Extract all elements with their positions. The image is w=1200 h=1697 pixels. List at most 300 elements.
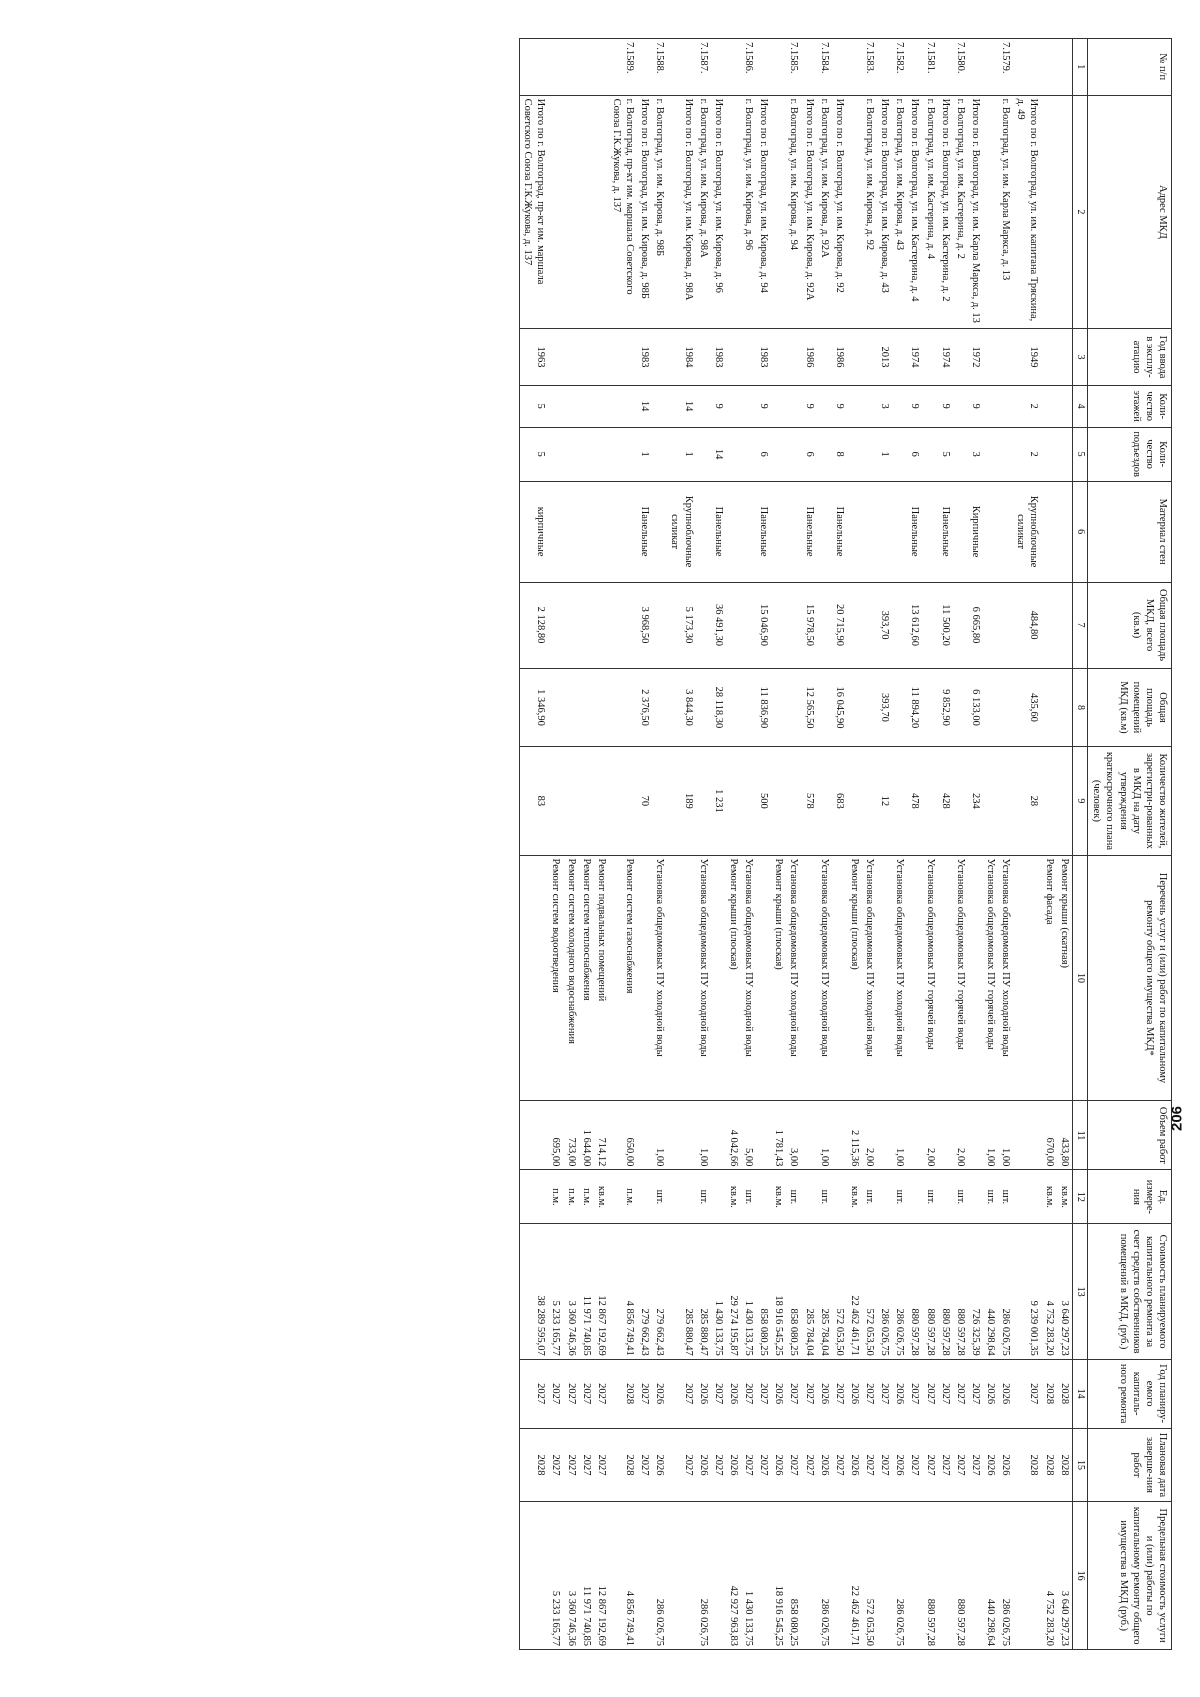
table-cell: г. Волгоград, ул. им. Кирова, д. 92	[862, 95, 877, 329]
table-row	[594, 39, 609, 1650]
table-cell	[817, 582, 832, 668]
table-cell: 2026	[892, 1428, 907, 1502]
table-cell: 650,00	[609, 1101, 637, 1170]
column-header: Общая площадь МКД, всего (кв.м)	[1088, 582, 1172, 668]
table-cell	[756, 39, 771, 96]
table-cell	[862, 668, 877, 747]
table-cell: 1 781,43	[771, 1101, 786, 1170]
table-cell: п.м.	[609, 1170, 637, 1224]
total-row	[968, 39, 983, 1650]
table-cell: 2027	[832, 1359, 847, 1428]
table-cell	[711, 1502, 726, 1650]
table-cell: 279 662,43	[652, 1224, 667, 1359]
table-cell: шт.	[892, 1170, 907, 1224]
table-cell: 5	[938, 427, 953, 481]
table-cell: Итого по г. Волгоград, ул. им. Кирова, д. 94	[756, 95, 771, 329]
table-cell: 1 231	[711, 747, 726, 855]
table-cell	[877, 39, 892, 96]
table-cell: 42 927 963,83	[726, 1502, 741, 1650]
table-cell: 2027	[786, 1359, 801, 1428]
table-cell: Итого по г. Волгоград, ул. им. Кирова, д. 92А	[802, 95, 817, 329]
column-header: Материал стен	[1088, 481, 1172, 582]
table-cell	[609, 481, 637, 582]
table-cell: кв.м.	[771, 1170, 786, 1224]
table-cell: шт.	[862, 1170, 877, 1224]
total-row	[637, 39, 652, 1650]
table-cell	[907, 855, 922, 1101]
table-cell	[786, 668, 801, 747]
column-number: 16	[1072, 1502, 1088, 1650]
table-cell: 2027	[877, 1359, 892, 1428]
table-cell: Ремонт крыши (плоская)	[726, 855, 741, 1101]
table-cell	[968, 1502, 983, 1650]
table-cell: 2026	[771, 1428, 786, 1502]
table-cell: кв.м.	[726, 1170, 741, 1224]
table-cell: Итого по г. Волгоград, пр-кт им. маршала Советского Союза Г.К.Жукова, д. 137	[520, 95, 549, 329]
table-cell: 1984	[667, 329, 695, 386]
table-cell: 1963	[520, 329, 549, 386]
table-cell	[594, 95, 609, 329]
table-cell: 5 233 165,77	[548, 1224, 563, 1359]
table-cell: 3	[968, 427, 983, 481]
table-cell: 5	[520, 385, 549, 427]
total-row	[802, 39, 817, 1650]
table-cell: 11 894,20	[907, 668, 922, 747]
table-row	[923, 39, 938, 1650]
table-cell: 2027	[923, 1359, 938, 1428]
table-cell: 9	[711, 385, 726, 427]
table-cell: Установка общедомовых ПУ холодной воды	[892, 855, 907, 1101]
table-cell: Итого по г. Волгоград, ул. им. Кастерина, д. 4	[907, 95, 922, 329]
table-cell: 1 644,00	[579, 1101, 594, 1170]
table-row	[998, 39, 1013, 1650]
table-cell	[862, 385, 877, 427]
table-cell: Крупноблочные силикат	[1013, 481, 1041, 582]
column-header: Перечень услуг и (или) работ по капитальному ремонту общего имущества МКД*	[1088, 855, 1172, 1101]
column-header: Адрес МКД	[1088, 95, 1172, 329]
table-cell: 9 852,90	[938, 668, 953, 747]
table-cell	[1057, 582, 1073, 668]
table-cell	[938, 39, 953, 96]
table-cell: 286 026,75	[998, 1224, 1013, 1359]
table-cell	[1042, 747, 1057, 855]
table-cell	[652, 481, 667, 582]
table-cell	[771, 329, 786, 386]
table-cell	[594, 481, 609, 582]
table-cell: 2027	[667, 1428, 695, 1502]
table-cell: 12 565,50	[802, 668, 817, 747]
table-cell	[726, 481, 741, 582]
column-header: Год планиру-емого капиталь-ного ремонта	[1088, 1359, 1172, 1428]
table-cell	[892, 668, 907, 747]
table-cell	[817, 481, 832, 582]
table-cell	[652, 668, 667, 747]
column-header: Год ввода в эксплу-атацию	[1088, 329, 1172, 386]
table-cell: шт.	[786, 1170, 801, 1224]
table-cell: 9	[907, 385, 922, 427]
table-cell	[756, 1170, 771, 1224]
table-cell	[907, 1101, 922, 1170]
table-cell: 14	[637, 385, 652, 427]
table-cell: 2027	[579, 1428, 594, 1502]
table-cell: 279 662,43	[637, 1224, 652, 1359]
table-cell	[968, 1101, 983, 1170]
table-cell	[520, 1502, 549, 1650]
table-cell	[1042, 95, 1057, 329]
table-cell: 11 971 740,85	[579, 1224, 594, 1359]
table-cell	[741, 582, 756, 668]
table-cell: 2027	[862, 1428, 877, 1502]
table-cell	[711, 1170, 726, 1224]
table-cell	[711, 1101, 726, 1170]
table-cell: 14	[667, 385, 695, 427]
table-cell: г. Волгоград, ул. им. Кирова, д. 98А	[696, 95, 711, 329]
table-cell	[1057, 668, 1073, 747]
table-cell	[953, 668, 968, 747]
table-cell: 4 752 283,20	[1042, 1224, 1057, 1359]
table-cell: 2027	[741, 1428, 756, 1502]
column-header: Количество жителей, зарегистри-рованных в МКД на дату утверждения краткосрочного плана (человек)	[1088, 747, 1172, 855]
table-cell	[741, 668, 756, 747]
table-cell: 4 752 283,20	[1042, 1502, 1057, 1650]
table-cell: 1,00	[983, 1101, 998, 1170]
table-cell: 7.1584.	[817, 39, 832, 96]
table-cell	[786, 385, 801, 427]
table-cell: 2028	[609, 1428, 637, 1502]
table-cell: 2027	[548, 1428, 563, 1502]
table-cell	[726, 385, 741, 427]
table-cell: Ремонт систем водоотведения	[548, 855, 563, 1101]
table-cell	[548, 582, 563, 668]
table-cell: 2 128,80	[520, 582, 549, 668]
column-header: Предельная стоимость услуги и (или) работы по капитальному ремонту общего имущества в МКД (руб.)	[1088, 1502, 1172, 1650]
total-row	[832, 39, 847, 1650]
table-cell: Итого по г. Волгоград, ул. им. капитана Тряскина, д. 49	[1013, 95, 1041, 329]
table-cell	[726, 427, 741, 481]
table-cell	[847, 582, 862, 668]
table-cell: Ремонт крыши (скатная)	[1057, 855, 1073, 1101]
table-cell	[564, 481, 579, 582]
table-cell	[594, 668, 609, 747]
table-cell	[609, 668, 637, 747]
table-cell	[968, 39, 983, 96]
table-cell: 2027	[907, 1428, 922, 1502]
table-cell	[953, 427, 968, 481]
table-cell	[756, 855, 771, 1101]
table-cell	[564, 668, 579, 747]
table-cell	[579, 481, 594, 582]
column-number: 3	[1072, 329, 1088, 386]
table-cell: 880 597,28	[907, 1224, 922, 1359]
table-cell	[953, 582, 968, 668]
table-cell	[609, 427, 637, 481]
table-cell: кв.м.	[847, 1170, 862, 1224]
table-cell: 435,60	[1013, 668, 1041, 747]
table-cell: 3	[877, 385, 892, 427]
table-cell: 38 289 595,07	[520, 1224, 549, 1359]
table-cell: 6	[907, 427, 922, 481]
total-row	[711, 39, 726, 1650]
table-cell: 1	[667, 427, 695, 481]
table-cell: 880 597,28	[923, 1224, 938, 1359]
table-cell	[998, 385, 1013, 427]
table-cell	[983, 427, 998, 481]
table-cell	[520, 1170, 549, 1224]
table-cell: 2026	[652, 1359, 667, 1428]
table-cell	[726, 329, 741, 386]
table-cell: 234	[968, 747, 983, 855]
table-cell: 733,00	[564, 1101, 579, 1170]
table-cell: Панельные	[802, 481, 817, 582]
table-cell	[667, 1101, 695, 1170]
table-cell: 3 968,50	[637, 582, 652, 668]
column-number: 12	[1072, 1170, 1088, 1224]
table-cell	[923, 668, 938, 747]
total-row	[756, 39, 771, 1650]
table-cell: 2027	[923, 1428, 938, 1502]
table-cell: 858 080,25	[786, 1224, 801, 1359]
table-cell	[892, 385, 907, 427]
table-cell	[998, 481, 1013, 582]
table-cell: 2027	[667, 1359, 695, 1428]
table-cell: 2026	[726, 1428, 741, 1502]
column-number: 11	[1072, 1101, 1088, 1170]
table-cell: 2026	[696, 1428, 711, 1502]
table-row	[579, 39, 594, 1650]
table-cell	[862, 747, 877, 855]
table-cell: 2027	[756, 1359, 771, 1428]
table-cell	[786, 427, 801, 481]
table-cell	[1013, 855, 1041, 1101]
table-cell: 393,70	[877, 668, 892, 747]
table-cell	[786, 481, 801, 582]
table-cell: Кирпичные	[968, 481, 983, 582]
table-cell	[817, 747, 832, 855]
table-cell	[847, 481, 862, 582]
table-cell: 2027	[877, 1428, 892, 1502]
table-cell	[877, 1101, 892, 1170]
column-number: 15	[1072, 1428, 1088, 1502]
table-cell	[726, 747, 741, 855]
table-cell: Ремонт подвальных помещений	[594, 855, 609, 1101]
table-cell	[564, 39, 579, 96]
table-cell: Панельные	[938, 481, 953, 582]
table-cell: 7.1587.	[696, 39, 711, 96]
table-cell: 683	[832, 747, 847, 855]
table-cell	[847, 385, 862, 427]
table-cell: 18 916 545,25	[771, 1224, 786, 1359]
table-cell: 2026	[771, 1359, 786, 1428]
table-cell	[1042, 385, 1057, 427]
table-cell: 2027	[907, 1359, 922, 1428]
table-cell	[802, 1502, 817, 1650]
table-cell	[667, 1502, 695, 1650]
table-cell	[1057, 329, 1073, 386]
table-cell	[968, 1170, 983, 1224]
table-cell: Панельные	[711, 481, 726, 582]
table-cell	[579, 668, 594, 747]
table-cell: п.м.	[564, 1170, 579, 1224]
table-cell	[862, 329, 877, 386]
table-cell	[847, 329, 862, 386]
table-cell: 6	[802, 427, 817, 481]
table-cell: Итого по г. Волгоград, ул. им. Карла Маркса, д. 13	[968, 95, 983, 329]
table-cell: 484,80	[1013, 582, 1041, 668]
table-cell: 1974	[907, 329, 922, 386]
table-cell	[802, 1170, 817, 1224]
table-cell	[892, 747, 907, 855]
table-cell: Установка общедомовых ПУ холодной воды	[817, 855, 832, 1101]
table-cell: 3 640 297,23	[1057, 1224, 1073, 1359]
table-cell: 5 233 165,77	[548, 1502, 563, 1650]
header-row	[1088, 39, 1172, 1650]
table-cell	[609, 582, 637, 668]
table-cell	[923, 329, 938, 386]
table-cell	[786, 582, 801, 668]
table-cell: 478	[907, 747, 922, 855]
table-cell: 286 026,75	[652, 1502, 667, 1650]
table-cell	[652, 385, 667, 427]
table-cell	[696, 329, 711, 386]
table-cell: 2027	[756, 1428, 771, 1502]
table-cell: Итого по г. Волгоград, ул. им. Кирова, д. 92	[832, 95, 847, 329]
table-cell: Итого по г. Волгоград, ул. им. Кирова, д. 43	[877, 95, 892, 329]
table-cell: 3 360 746,36	[564, 1224, 579, 1359]
table-cell: кв.м.	[594, 1170, 609, 1224]
table-cell	[637, 1170, 652, 1224]
table-cell: 2026	[998, 1359, 1013, 1428]
column-number: 7	[1072, 582, 1088, 668]
column-header: Общая площадь помещений МКД (кв.м)	[1088, 668, 1172, 747]
table-cell: 2027	[1013, 1359, 1041, 1428]
table-cell: 11 971 740,85	[579, 1502, 594, 1650]
table-cell: 4 856 749,41	[609, 1502, 637, 1650]
table-cell: 2027	[938, 1359, 953, 1428]
table-cell: г. Волгоград, ул. им. Кирова, д. 94	[786, 95, 801, 329]
table-cell: 2,00	[923, 1101, 938, 1170]
table-cell: 286 026,75	[696, 1502, 711, 1650]
table-cell	[741, 427, 756, 481]
table-cell: 7.1585.	[786, 39, 801, 96]
table-cell	[756, 1101, 771, 1170]
table-cell	[802, 855, 817, 1101]
table-cell: 285 784,04	[817, 1224, 832, 1359]
table-cell	[953, 385, 968, 427]
table-cell: 29 274 195,87	[726, 1224, 741, 1359]
table-cell: 2026	[998, 1428, 1013, 1502]
table-cell: 440 298,64	[983, 1502, 998, 1650]
column-header: № п/п	[1088, 39, 1172, 96]
table-cell: 12 867 192,69	[594, 1502, 609, 1650]
table-cell	[771, 481, 786, 582]
table-row	[817, 39, 832, 1650]
table-cell	[1013, 1502, 1041, 1650]
table-cell	[983, 582, 998, 668]
table-cell: 1 430 133,75	[741, 1224, 756, 1359]
table-cell: 880 597,28	[923, 1502, 938, 1650]
table-cell	[892, 582, 907, 668]
table-cell: 2027	[579, 1359, 594, 1428]
table-cell	[998, 668, 1013, 747]
table-cell	[817, 385, 832, 427]
table-cell	[564, 329, 579, 386]
table-cell: 3 844,30	[667, 668, 695, 747]
table-cell: шт.	[953, 1170, 968, 1224]
table-cell	[817, 329, 832, 386]
table-cell: 7.1588.	[652, 39, 667, 96]
table-cell	[892, 427, 907, 481]
table-cell	[771, 385, 786, 427]
table-cell: 2027	[564, 1359, 579, 1428]
table-cell: 4 042,66	[726, 1101, 741, 1170]
table-cell: кирпичные	[520, 481, 549, 582]
table-cell: 5,00	[741, 1101, 756, 1170]
table-cell: 2028	[1013, 1428, 1041, 1502]
table-cell: 2027	[832, 1428, 847, 1502]
table-cell	[953, 329, 968, 386]
table-cell: 12 867 192,69	[594, 1224, 609, 1359]
total-row	[520, 39, 549, 1650]
table-cell	[548, 427, 563, 481]
table-cell: Итого по г. Волгоград, ул. им. Кирова, д. 96	[711, 95, 726, 329]
table-cell: 670,00	[1042, 1101, 1057, 1170]
table-cell	[696, 582, 711, 668]
table-cell: 2026	[983, 1359, 998, 1428]
table-cell	[548, 39, 563, 96]
table-cell	[1042, 39, 1057, 96]
table-cell	[771, 668, 786, 747]
column-number: 14	[1072, 1359, 1088, 1428]
column-header: Стоимость планируемого капитального ремонта за счет средств собственников помещений в МКД, (руб.)	[1088, 1224, 1172, 1359]
table-cell: 28	[1013, 747, 1041, 855]
total-row	[1013, 39, 1041, 1650]
table-cell: Ремонт крыши (плоская)	[771, 855, 786, 1101]
table-cell: 2027	[953, 1428, 968, 1502]
table-cell: 7.1586.	[741, 39, 756, 96]
table-cell: 286 026,75	[892, 1502, 907, 1650]
column-number: 1	[1072, 39, 1088, 96]
table-cell: 11 500,20	[938, 582, 953, 668]
table-cell: 1,00	[696, 1101, 711, 1170]
table-cell: г. Волгоград, ул. им. Кирова, д. 92А	[817, 95, 832, 329]
table-cell: 8	[832, 427, 847, 481]
table-cell	[756, 1502, 771, 1650]
table-cell: 572 053,50	[832, 1224, 847, 1359]
table-header	[1072, 39, 1171, 1650]
table-cell: 2026	[983, 1428, 998, 1502]
table-cell: 714,12	[594, 1101, 609, 1170]
table-cell	[652, 427, 667, 481]
table-cell	[564, 747, 579, 855]
table-cell: 1986	[802, 329, 817, 386]
table-cell: Итого по г. Волгоград, ул. им. Кирова, д. 98А	[667, 95, 695, 329]
table-cell: 695,00	[548, 1101, 563, 1170]
table-cell	[520, 39, 549, 96]
table-cell: Итого по г. Волгоград, ул. им. Кастерина, д. 2	[938, 95, 953, 329]
table-cell	[847, 95, 862, 329]
table-cell: 2013	[877, 329, 892, 386]
table-cell: 500	[756, 747, 771, 855]
table-cell	[564, 95, 579, 329]
table-cell	[696, 668, 711, 747]
table-cell	[983, 329, 998, 386]
table-cell	[847, 39, 862, 96]
table-cell	[771, 427, 786, 481]
table-cell: 7.1579.	[998, 39, 1013, 96]
table-cell	[862, 582, 877, 668]
table-cell	[1042, 427, 1057, 481]
table-cell: 572 053,50	[862, 1224, 877, 1359]
